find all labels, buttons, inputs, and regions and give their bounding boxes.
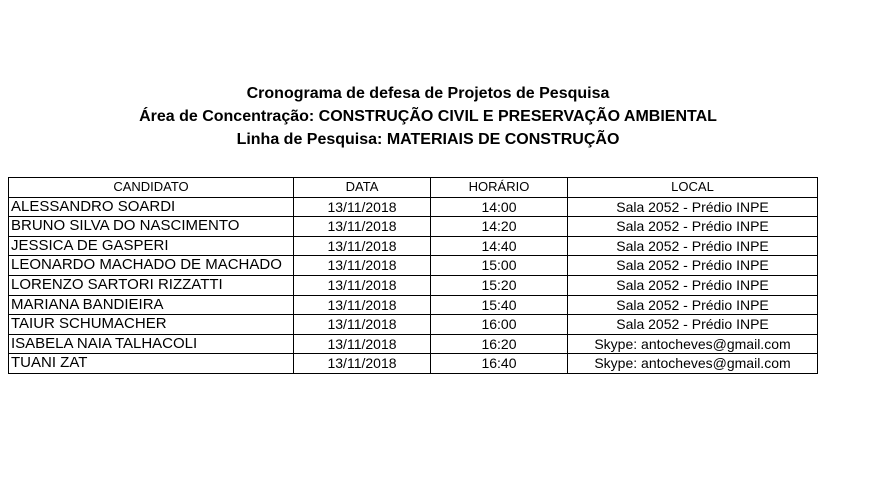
location-cell: Sala 2052 - Prédio INPE xyxy=(568,217,818,237)
time-cell: 14:00 xyxy=(431,197,568,217)
defense-schedule-table xyxy=(8,177,818,374)
time-cell: 15:20 xyxy=(431,275,568,295)
time-cell: 14:20 xyxy=(431,217,568,237)
time-cell: 16:40 xyxy=(431,354,568,374)
location-cell: Sala 2052 - Prédio INPE xyxy=(568,275,818,295)
time-cell: 16:00 xyxy=(431,315,568,335)
candidate-cell: ALESSANDRO SOARDI xyxy=(9,197,294,217)
table-row xyxy=(9,275,818,295)
date-cell: 13/11/2018 xyxy=(294,295,431,315)
date-cell: 13/11/2018 xyxy=(294,217,431,237)
table-body xyxy=(9,197,818,373)
candidate-cell: BRUNO SILVA DO NASCIMENTO xyxy=(9,217,294,237)
location-cell: Sala 2052 - Prédio INPE xyxy=(568,256,818,276)
location-cell: Sala 2052 - Prédio INPE xyxy=(568,315,818,335)
title-line-3: Linha de Pesquisa: MATERIAIS DE CONSTRUÇÃO xyxy=(236,131,620,148)
table-row xyxy=(9,315,818,335)
table-row xyxy=(9,197,818,217)
location-cell: Sala 2052 - Prédio INPE xyxy=(568,236,818,256)
time-cell: 16:20 xyxy=(431,334,568,354)
time-cell: 15:00 xyxy=(431,256,568,276)
date-cell: 13/11/2018 xyxy=(294,354,431,374)
location-cell: Skype: antocheves@gmail.com xyxy=(568,334,818,354)
title-line-2: Área de Concentração: CONSTRUÇÃO CIVIL E PRESERVAÇÃO AMBIENTAL xyxy=(139,108,717,125)
location-cell: Sala 2052 - Prédio INPE xyxy=(568,295,818,315)
time-cell: 14:40 xyxy=(431,236,568,256)
column-header-candidato: CANDIDATO xyxy=(9,178,294,198)
date-cell: 13/11/2018 xyxy=(294,236,431,256)
table-header-row xyxy=(9,178,818,198)
column-header-data: DATA xyxy=(294,178,431,198)
date-cell: 13/11/2018 xyxy=(294,334,431,354)
table-row xyxy=(9,217,818,237)
title-line-1: Cronograma de defesa de Projetos de Pesquisa xyxy=(246,85,610,102)
table-row xyxy=(9,236,818,256)
date-cell: 13/11/2018 xyxy=(294,256,431,276)
candidate-cell: ISABELA NAIA TALHACOLI xyxy=(9,334,294,354)
table-row xyxy=(9,334,818,354)
column-header-local: LOCAL xyxy=(568,178,818,198)
candidate-cell: TAIUR SCHUMACHER xyxy=(9,315,294,335)
table-row xyxy=(9,256,818,276)
location-cell: Sala 2052 - Prédio INPE xyxy=(568,197,818,217)
date-cell: 13/11/2018 xyxy=(294,197,431,217)
date-cell: 13/11/2018 xyxy=(294,315,431,335)
table-row xyxy=(9,295,818,315)
column-header-horario: HORÁRIO xyxy=(431,178,568,198)
document-title xyxy=(0,82,856,151)
candidate-cell: JESSICA DE GASPERI xyxy=(9,236,294,256)
time-cell: 15:40 xyxy=(431,295,568,315)
candidate-cell: LORENZO SARTORI RIZZATTI xyxy=(9,275,294,295)
candidate-cell: MARIANA BANDIEIRA xyxy=(9,295,294,315)
table-row xyxy=(9,354,818,374)
date-cell: 13/11/2018 xyxy=(294,275,431,295)
candidate-cell: LEONARDO MACHADO DE MACHADO xyxy=(9,256,294,276)
location-cell: Skype: antocheves@gmail.com xyxy=(568,354,818,374)
candidate-cell: TUANI ZAT xyxy=(9,354,294,374)
